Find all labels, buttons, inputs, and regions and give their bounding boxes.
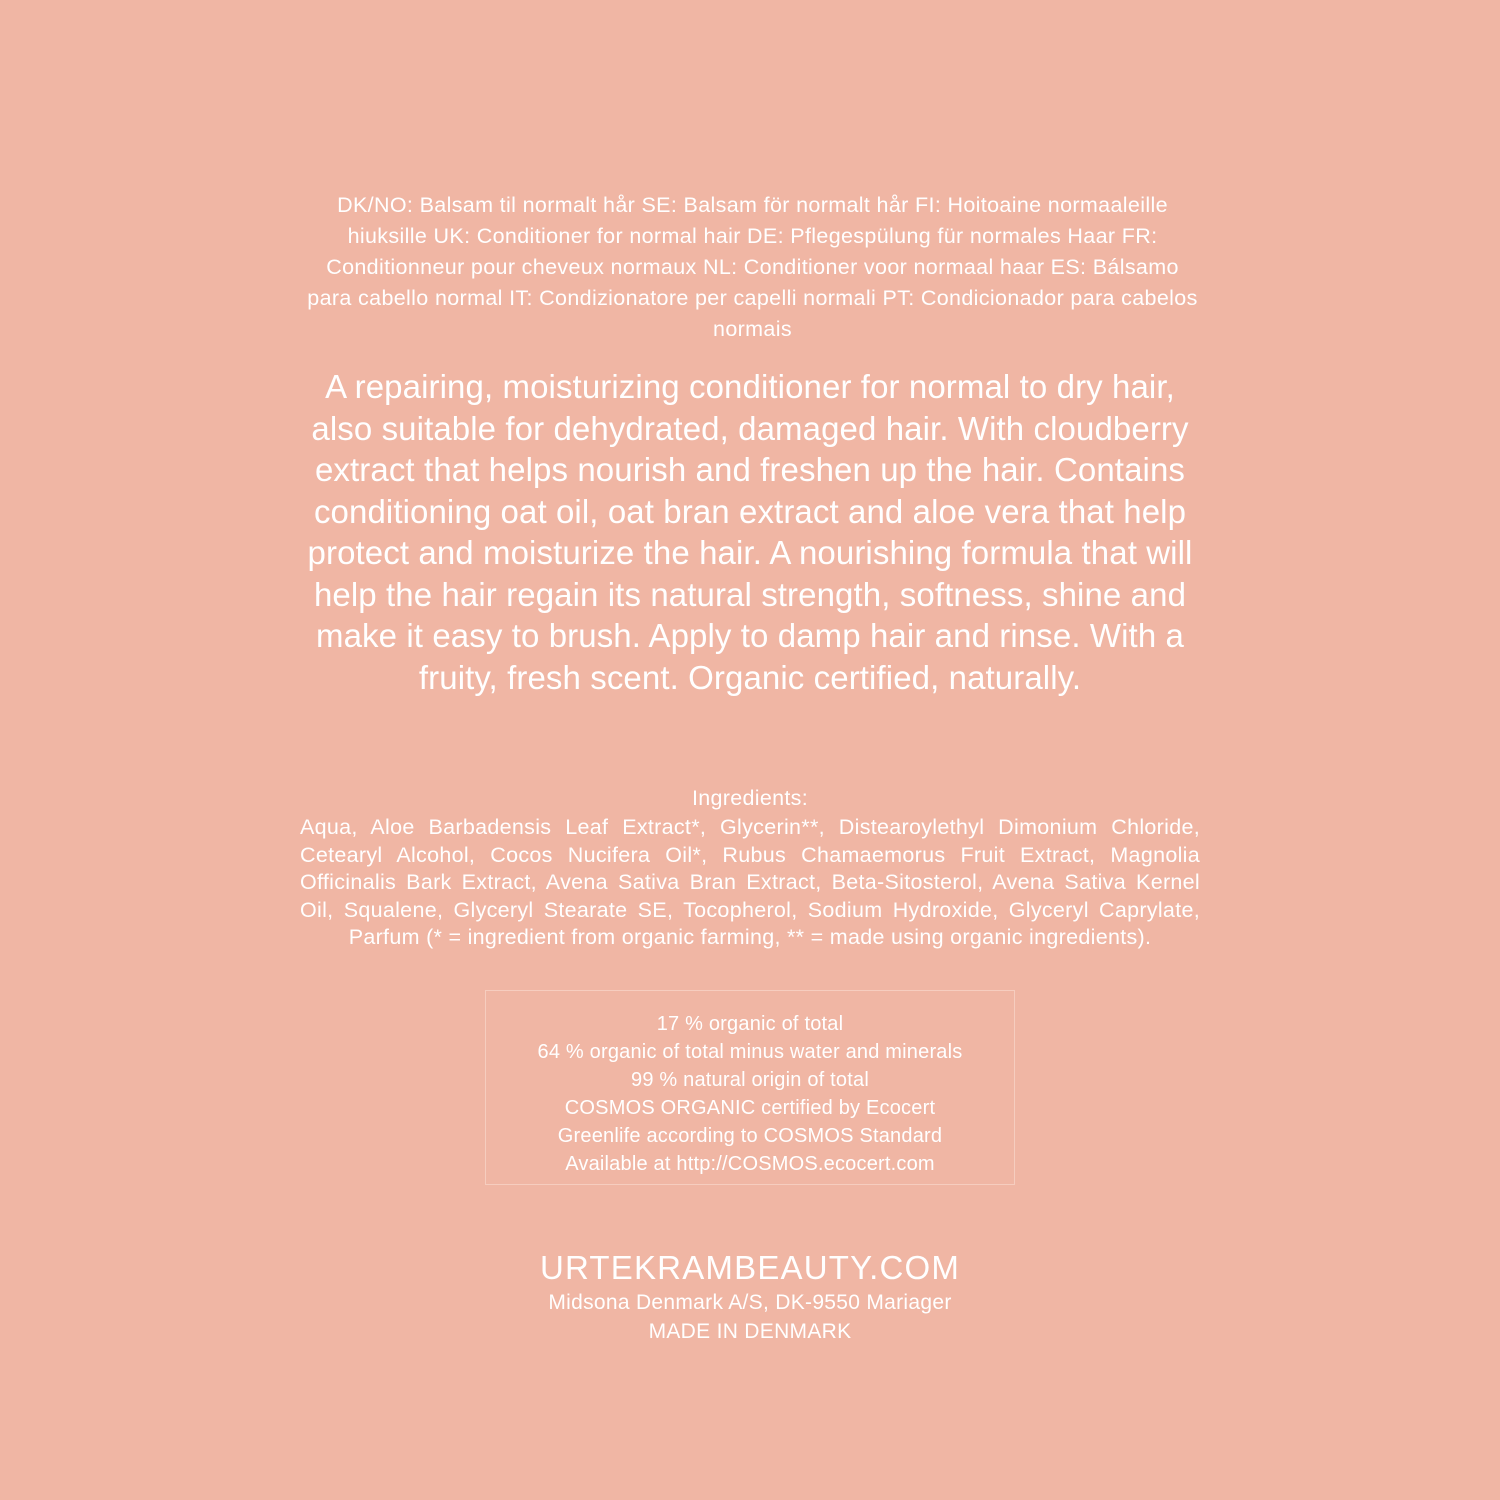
- certification-box: [485, 990, 1015, 1185]
- certification-line: Greenlife according to COSMOS Standard: [557, 1125, 943, 1147]
- certification-line: COSMOS ORGANIC certified by Ecocert: [564, 1097, 936, 1119]
- certification-lines: [486, 991, 1014, 1178]
- product-description: A repairing, moisturizing conditioner for normal to dry hair, also suitable for dehydrated, damaged hair. With cloudberry extract that helps nourish and freshen up the hair. Contains conditioning oat oil, oat bran extract and aloe vera that help protect and moisturize the hair. A nourishing formula that will help the hair regain its natural strength, softness, shine and make it easy to brush. Apply to damp hair and rinse. With a fruity, fresh scent. Organic certified, naturally.: [307, 368, 1193, 696]
- footer: [300, 1248, 1200, 1346]
- certification-line: Available at http://COSMOS.ecocert.com: [565, 1153, 935, 1175]
- certification-line: 64 % organic of total minus water and minerals: [537, 1041, 963, 1063]
- ingredients-title: Ingredients:: [692, 786, 808, 810]
- company-address: Midsona Denmark A/S, DK-9550 Mariager: [548, 1291, 952, 1314]
- certification-line: 17 % organic of total: [656, 1013, 844, 1035]
- ingredients-list: Aqua, Aloe Barbadensis Leaf Extract*, Glycerin**, Distearoylethyl Dimonium Chloride, Cetearyl Alcohol, Cocos Nucifera Oil*, Rubus Chamaemorus Fruit Extract, Magnolia Officinalis Bark Extract, Avena Sativa Bran Extract, Beta-Sitosterol, Avena Sativa Kernel Oil, Squalene, Glyceryl Stearate SE, Tocopherol, Sodium Hydroxide, Glyceryl Caprylate, Parfum (* = ingredient from organic farming, ** = made using organic ingredients).: [300, 815, 1200, 949]
- ingredients-section: [300, 784, 1200, 952]
- multilingual-product-names: DK/NO: Balsam til normalt hår SE: Balsam för normalt hår FI: Hoitoaine normaaleille hiuksille UK: Conditioner for normal hair DE: Pflegespülung für normales Haar FR: Conditionneur pour cheveux normaux NL: Conditioner voor normaal haar ES: Bálsamo para cabello normal IT: Condizionatore per capelli normali PT: Condicionador para cabelos normais: [307, 192, 1198, 341]
- country-of-origin: MADE IN DENMARK: [648, 1320, 852, 1343]
- certification-line: 99 % natural origin of total: [631, 1069, 869, 1091]
- website-url: URTEKRAMBEAUTY.COM: [539, 1249, 961, 1286]
